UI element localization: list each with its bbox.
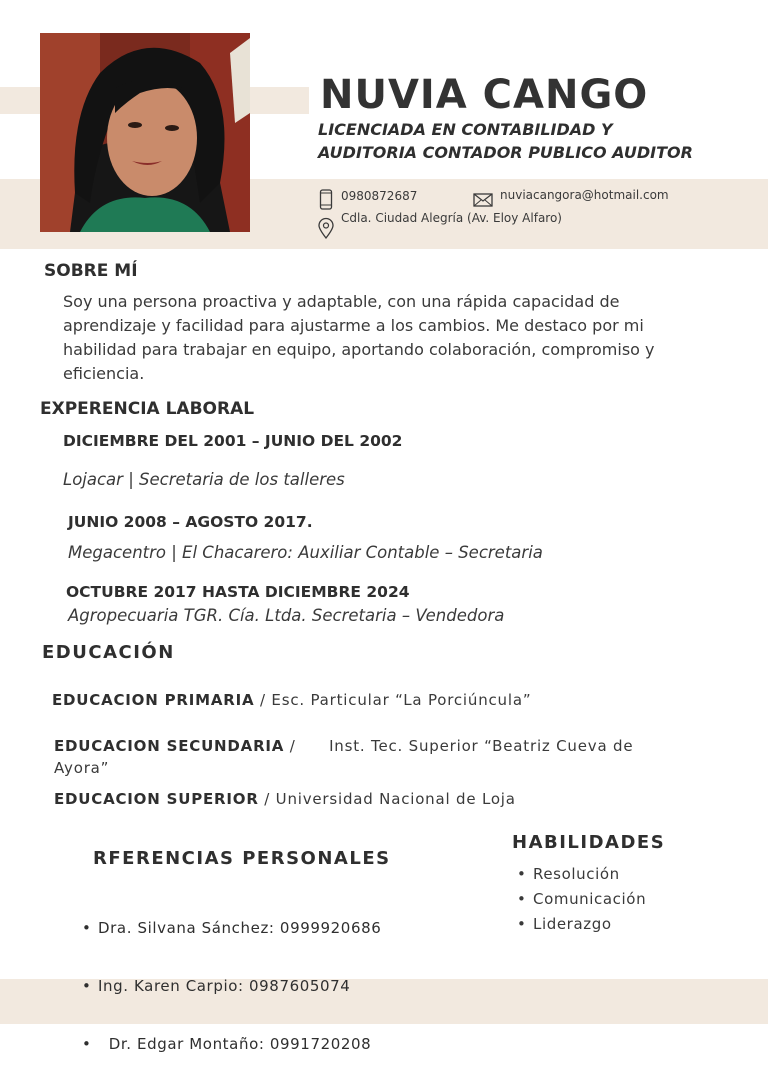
- job-description: Megacentro | El Chacarero: Auxiliar Contable – Secretaria: [68, 543, 543, 562]
- header-accent-band-left: [0, 87, 40, 114]
- education-separator: /: [284, 737, 330, 755]
- skill-item: • Liderazgo: [513, 912, 646, 937]
- education-institution: Esc. Particular “La Porciúncula”: [271, 691, 532, 709]
- reference-item: • Dra. Silvana Sánchez: 0999920686: [78, 917, 381, 939]
- job-period: OCTUBRE 2017 HASTA DICIEMBRE 2024: [66, 583, 410, 601]
- education-level: EDUCACION PRIMARIA: [52, 691, 255, 709]
- phone-number[interactable]: 0980872687: [341, 189, 418, 203]
- education-heading: EDUCACIÓN: [42, 642, 175, 663]
- job-description: Agropecuaria TGR. Cía. Ltda. Secretaria – Vendedora: [68, 606, 505, 625]
- skills-heading: HABILIDADES: [512, 832, 666, 853]
- reference-item: • Dr. Edgar Montaño: 0991720208: [78, 1033, 381, 1055]
- job-period: JUNIO 2008 – AGOSTO 2017.: [68, 513, 313, 531]
- education-item: [54, 735, 684, 779]
- references-list: [78, 881, 381, 1073]
- education-level: EDUCACION SECUNDARIA: [54, 737, 285, 755]
- email-address[interactable]: nuviacangora@hotmail.com: [500, 188, 669, 202]
- phone-icon: [319, 189, 333, 210]
- education-separator: /: [254, 691, 272, 709]
- address: Cdla. Ciudad Alegría (Av. Eloy Alfaro): [341, 211, 562, 225]
- experience-heading: EXPERENCIA LABORAL: [40, 399, 255, 419]
- about-text: Soy una persona proactiva y adaptable, con una rápida capacidad de aprendizaje y facilidad para ajustarme a los cambios. Me destaco por mi habilidad para trabajar en equipo, aportando colaboración, compromiso y eficiencia.: [63, 292, 655, 383]
- about-heading: SOBRE MÍ: [44, 261, 138, 281]
- education-institution: Inst. Tec. Superior “Beatriz Cueva de Ayora”: [54, 737, 639, 777]
- professional-title-line-1: LICENCIADA EN CONTABILIDAD Y: [318, 120, 613, 139]
- professional-title: [318, 118, 748, 164]
- profile-photo: [40, 33, 250, 232]
- education-level: EDUCACION SUPERIOR: [54, 790, 259, 808]
- candidate-name: NUVIA CANGO: [320, 72, 649, 118]
- education-item: [52, 689, 732, 711]
- reference-item: • Ing. Karen Carpio: 0987605074: [78, 975, 381, 997]
- job-period: DICIEMBRE DEL 2001 – JUNIO DEL 2002: [63, 432, 403, 450]
- professional-title-line-2: AUDITORIA CONTADOR PUBLICO AUDITOR: [318, 143, 693, 162]
- mail-icon: [473, 193, 493, 207]
- education-institution: Universidad Nacional de Loja: [275, 790, 516, 808]
- education-item: [54, 788, 734, 810]
- job-description: Lojacar | Secretaria de los talleres: [63, 470, 345, 489]
- skills-list: [513, 862, 646, 937]
- location-pin-icon: [318, 218, 334, 239]
- education-separator: /: [258, 790, 276, 808]
- skill-item: • Resolución: [513, 862, 646, 887]
- header-accent-band-mid: [250, 87, 309, 114]
- references-heading: RFERENCIAS PERSONALES: [93, 848, 391, 869]
- skill-item: • Comunicación: [513, 887, 646, 912]
